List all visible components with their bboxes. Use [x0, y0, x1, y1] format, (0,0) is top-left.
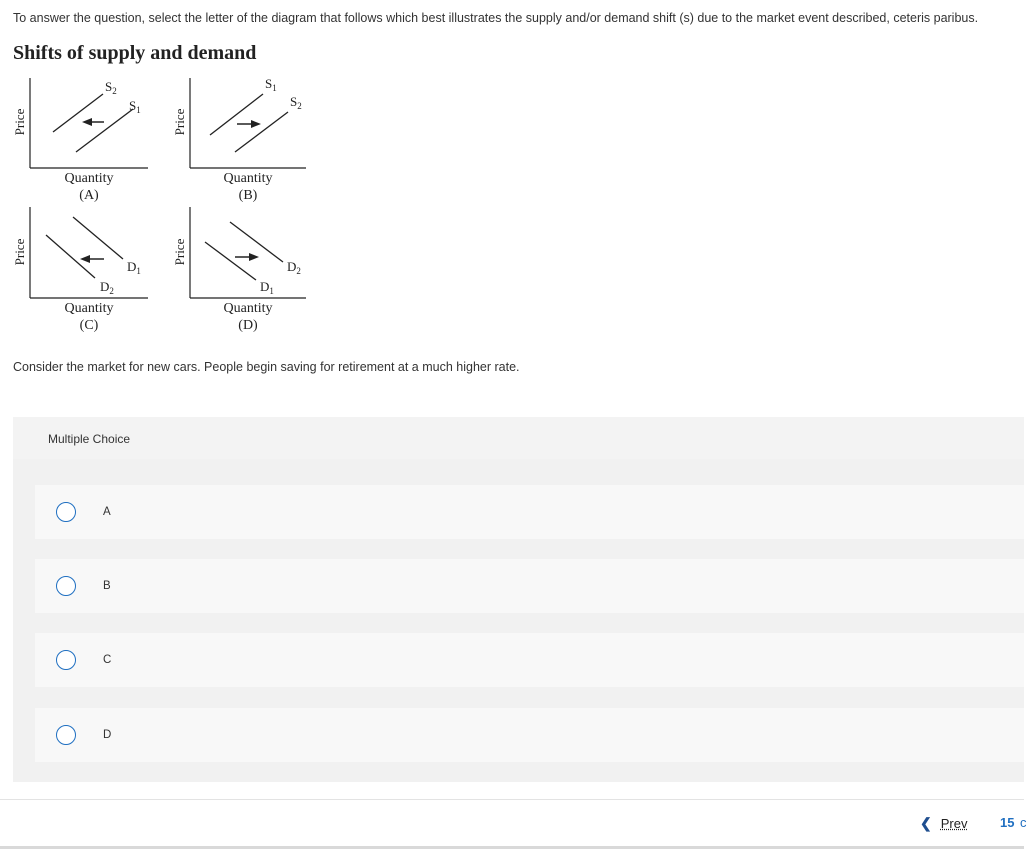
panel-a-label-s2: $S_2$ [105, 79, 117, 96]
panel-d-curve-d1 [205, 242, 256, 280]
choice-label-d: D [103, 729, 112, 741]
radio-button-a[interactable] [56, 502, 76, 522]
choice-list [13, 459, 1024, 782]
multiple-choice-header: Multiple Choice [48, 432, 131, 446]
question-text: Consider the market for new cars. People begin saving for retirement at a much higher rate. [13, 360, 520, 374]
panel-b-letter: (B) [238, 188, 258, 203]
panel-b-label-s1: $S_1$ [265, 76, 277, 93]
panel-c-letter: (C) [79, 318, 99, 333]
panel-a-letter: (A) [79, 188, 99, 203]
panel-a-ylabel: Price [12, 108, 27, 136]
panel-d-xlabel: Quantity [223, 301, 273, 316]
panel-c [12, 207, 148, 333]
prev-label: Prev [940, 816, 968, 831]
chevron-left-icon: ❮ [920, 815, 932, 831]
supply-demand-figure [8, 72, 318, 342]
figure-title: Shifts of supply and demand [13, 42, 257, 64]
panel-b-ylabel: Price [172, 108, 187, 136]
panel-c-curve-d1 [73, 217, 123, 259]
panel-a [12, 78, 148, 203]
panel-c-label-d2: $D_2$ [100, 279, 114, 296]
panel-d-letter: (D) [238, 318, 258, 333]
choice-option-b[interactable] [35, 559, 1024, 613]
panel-b-xlabel: Quantity [223, 171, 273, 186]
panel-d-arrowhead [249, 253, 259, 261]
radio-button-b[interactable] [56, 576, 76, 596]
footer-divider [0, 799, 1024, 800]
panel-d-ylabel: Price [172, 238, 187, 266]
choice-option-d[interactable] [35, 708, 1024, 762]
choice-option-c[interactable] [35, 633, 1024, 687]
next-partial-label[interactable]: c [1020, 815, 1027, 830]
prev-button[interactable] [920, 815, 967, 832]
panel-b-curve-s2 [235, 112, 288, 152]
radio-button-d[interactable] [56, 725, 76, 745]
multiple-choice-panel [13, 417, 1024, 782]
panel-c-ylabel: Price [12, 238, 27, 266]
panel-a-arrowhead [82, 118, 92, 126]
panel-b-label-s2: $S_2$ [290, 94, 302, 111]
panel-a-label-s1: $S_1$ [129, 98, 141, 115]
panel-d [172, 207, 306, 333]
choice-label-a: A [103, 506, 111, 518]
panel-b [172, 76, 306, 203]
supply-demand-diagrams [8, 72, 318, 342]
panel-c-label-d1: $D_1$ [127, 259, 141, 276]
panel-b-arrowhead [251, 120, 261, 128]
radio-button-c[interactable] [56, 650, 76, 670]
panel-c-xlabel: Quantity [64, 301, 114, 316]
choice-option-a[interactable] [35, 485, 1024, 539]
choice-label-b: B [103, 580, 111, 592]
panel-d-label-d1: $D_1$ [260, 279, 274, 296]
panel-c-arrowhead [80, 255, 90, 263]
page-number[interactable]: 15 [1000, 815, 1015, 830]
panel-a-xlabel: Quantity [64, 171, 114, 186]
panel-d-label-d2: $D_2$ [287, 259, 301, 276]
panel-a-curve-s1 [76, 109, 133, 152]
panel-a-curve-s2 [53, 94, 103, 132]
panel-b-curve-s1 [210, 94, 263, 135]
instruction-text: To answer the question, select the letter of the diagram that follows which best illustrates the supply and/or demand shift (s) due to the market event described, ceteris paribus. [13, 11, 979, 25]
choice-label-c: C [103, 654, 112, 666]
